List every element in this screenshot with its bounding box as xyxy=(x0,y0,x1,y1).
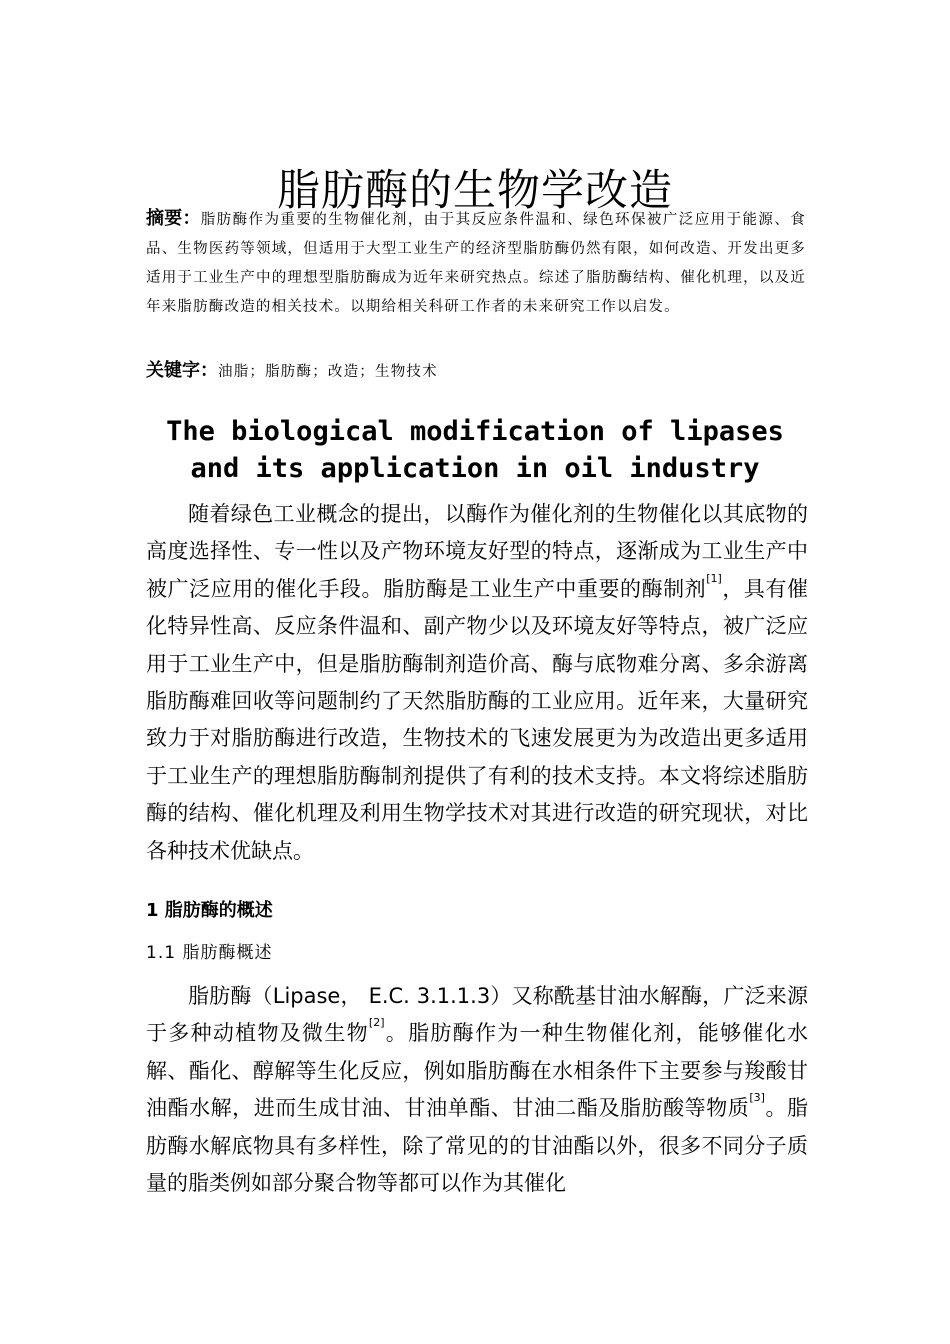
section-text-2: 。脂肪酶作为一种生物催化剂，能够催化水解、酯化、醇解等生化反应，例如脂肪酶在水相条件下主要参与羧酸甘油酯水解，进而生成甘油、甘油单酯、甘油二酯及脂肪酸等物质 xyxy=(146,1021,809,1121)
english-title-line-2: and its application in oil industry xyxy=(190,453,760,484)
intro-text-1: 随着绿色工业概念的提出，以酶作为催化剂的生物催化以其底物的高度选择性、专一性以及产物环境友好型的特点，逐渐成为工业生产中被广泛应用的催化手段。脂肪酶是工业生产中重要的酶制剂 xyxy=(146,502,808,601)
section-text-1: 脂肪酶（Lipase， E.C. 3.1.1.3）又称酰基甘油水解酶，广泛来源于多种动植物及微生物 xyxy=(146,984,808,1046)
intro-paragraph xyxy=(146,496,808,870)
citation-2[interactable]: [2] xyxy=(368,1016,385,1030)
intro-text-2: ，具有催化特异性高、反应条件温和、副产物少以及环境友好等特点，被广泛应用于工业生产中，但是脂肪酶制剂造价高、酶与底物难分离、多余游离脂肪酶难回收等问题制约了天然脂肪酶的工业应用。近年来，大量研究致力于对脂肪酶进行改造，生物技术的飞速发展更为为改造出更多适用于工业生产的理想脂肪酶制剂提供了有利的技术支持。本文将综述脂肪酶的结构、催化机理及利用生物学技术对其进行改造的研究现状，对比各种技术优缺点。 xyxy=(146,576,808,863)
section-text-3: 。脂肪酶水解底物具有多样性，除了常见的的甘油酯以外，很多不同分子质量的脂类例如部分聚合物等都可以作为其催化 xyxy=(146,1096,808,1196)
paper-title: 脂肪酶的生物学改造 xyxy=(277,165,673,216)
citation-1[interactable]: [1] xyxy=(706,571,722,585)
english-title xyxy=(100,413,850,487)
section-paragraph xyxy=(146,978,808,1202)
citation-3[interactable]: [3] xyxy=(749,1091,765,1105)
abstract-label: 摘要： xyxy=(146,208,201,229)
abstract xyxy=(146,204,806,322)
section-heading: 1 脂肪酶的概述 xyxy=(146,900,273,921)
abstract-text: 脂肪酶作为重要的生物催化剂，由于其反应条件温和、绿色环保被广泛应用于能源、食品、生物医药等领域，但适用于大型工业生产的经济型脂肪酶仍然有限，如何改造、开发出更多适用于工业生产中的理想型脂肪酶成为近年来研究热点。综述了脂肪酶结构、催化机理，以及近年来脂肪酶改造的相关技术。以期给相关科研工作者的未来研究工作以启发。 xyxy=(146,212,807,315)
keywords xyxy=(146,357,806,386)
keywords-text: 油脂；脂肪酶；改造；生物技术 xyxy=(218,364,438,380)
subsection-heading: 1.1 脂肪酶概述 xyxy=(146,943,273,963)
keywords-label: 关键字： xyxy=(146,360,218,381)
english-title-line-1: The biological modification of lipases xyxy=(166,416,784,447)
